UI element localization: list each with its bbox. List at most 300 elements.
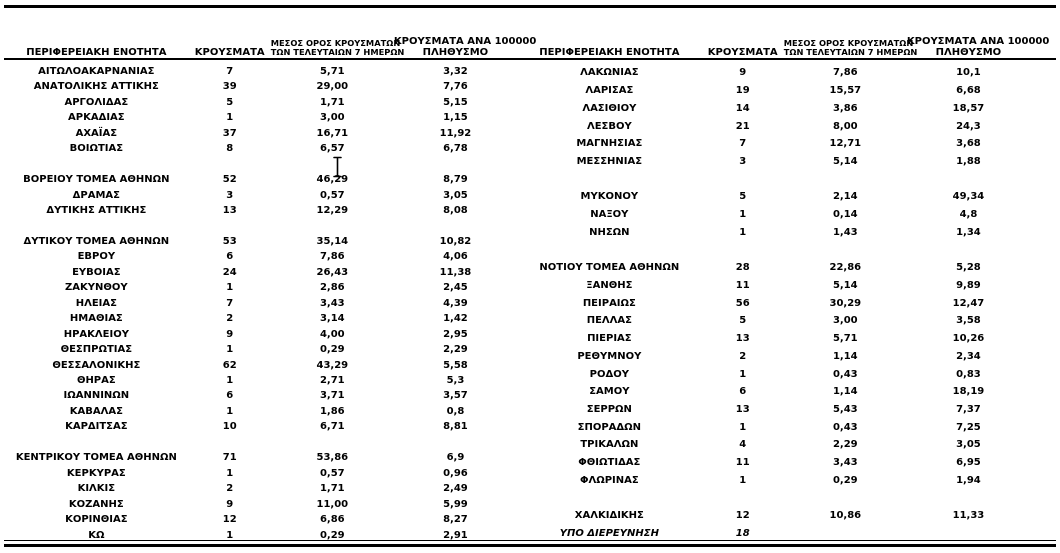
cases-per-100000-cell: 10,82	[439, 235, 472, 247]
table-header-left	[4, 26, 537, 62]
table-row-spacer	[4, 219, 517, 234]
avg-7-days-cell: 0,57	[319, 467, 345, 479]
empty-cell	[394, 157, 517, 172]
regional-units-table-left	[4, 26, 537, 543]
cases-per-100000-cell: 12,47	[952, 297, 985, 309]
table-row	[4, 62, 517, 79]
empty-cell	[517, 171, 702, 189]
empty-cell	[702, 490, 784, 508]
cases-per-100000-cell: 2,34	[956, 350, 981, 362]
column-header-cases-per-100000: ΚΡΟΥΣΜΑΤΑ ΑΝΑ 100000 ΠΛΗΘΥΣΜΟ	[393, 36, 537, 58]
avg-7-days-cell: 1,14	[832, 386, 858, 398]
cases-per-100000-cell: 7,76	[443, 81, 468, 93]
region-name-cell: ΚΟΡΙΝΘΙΑΣ	[65, 514, 128, 526]
avg-7-days-cell: 1,71	[319, 483, 345, 495]
cases-cell: 5	[739, 315, 747, 327]
column-header-cases: ΚΡΟΥΣΜΑΤΑ	[194, 47, 265, 58]
cases-cell: 10	[222, 421, 237, 433]
column-header-avg-7-days: ΜΕΣΟΣ ΟΡΟΣ ΚΡΟΥΣΜΑΤΩΝ ΤΩΝ ΤΕΛΕΥΤΑΙΩΝ 7 ΗΜΕΡΩΝ	[783, 37, 918, 58]
top-rule	[4, 5, 1056, 8]
cases-cell: 13	[735, 333, 750, 345]
region-name-cell: ΠΙΕΡΙΑΣ	[587, 333, 632, 345]
avg-7-days-cell: 0,57	[319, 189, 345, 201]
avg-7-days-cell: 1,86	[319, 405, 345, 417]
table-row-spacer	[4, 157, 517, 172]
cases-per-100000-cell: 7,25	[956, 421, 981, 433]
region-name-cell: ΛΑΚΩΝΙΑΣ	[580, 67, 639, 79]
region-name-cell: ΘΕΣΣΑΛΟΝΙΚΗΣ	[52, 359, 141, 371]
region-name-cell: ΠΕΛΛΑΣ	[586, 315, 632, 327]
cases-cell: 5	[739, 191, 747, 203]
column-header-cases: ΚΡΟΥΣΜΑΤΑ	[707, 47, 778, 58]
header-row	[4, 26, 517, 62]
cases-cell: 39	[222, 81, 237, 93]
bottom-rule-thick	[4, 544, 1056, 547]
cases-cell: 24	[222, 266, 237, 278]
table-row	[4, 373, 517, 388]
table-row	[4, 234, 517, 249]
table-row	[4, 188, 517, 203]
cases-per-100000-cell: 6,9	[446, 452, 465, 464]
cases-cell: 5	[226, 96, 234, 108]
table-body-left	[4, 62, 517, 543]
avg-7-days-cell: 12,29	[316, 205, 349, 217]
cases-per-100000-cell	[907, 525, 1030, 543]
table-row	[4, 497, 517, 512]
cases-cell: 11	[735, 457, 750, 469]
table-row	[517, 419, 1030, 437]
table-row	[517, 277, 1030, 295]
header-row	[517, 26, 1030, 62]
cases-per-100000-cell: 3,05	[956, 439, 981, 451]
table-row	[4, 126, 517, 141]
column-header-cases-per-100000: ΚΡΟΥΣΜΑΤΑ ΑΝΑ 100000 ΠΛΗΘΥΣΜΟ	[906, 36, 1050, 58]
region-name-cell: ΑΝΑΤΟΛΙΚΗΣ ΑΤΤΙΚΗΣ	[33, 81, 159, 93]
region-name-cell: ΑΡΓΟΛΙΔΑΣ	[64, 96, 129, 108]
region-name-cell: ΧΑΛΚΙΔΙΚΗΣ	[574, 510, 644, 522]
table-row	[4, 512, 517, 527]
cases-per-100000-cell: 6,68	[956, 85, 981, 97]
region-name-cell: ΡΕΘΥΜΝΟΥ	[577, 350, 642, 362]
avg-7-days-cell: 4,00	[319, 328, 345, 340]
cases-per-100000-cell: 1,34	[956, 226, 981, 238]
cases-cell: 7	[226, 66, 234, 77]
cases-per-100000-cell: 8,81	[443, 421, 468, 433]
avg-7-days-cell: 7,86	[832, 67, 858, 79]
cases-per-100000-cell: 3,57	[443, 390, 468, 402]
column-header-regional-unit: ΠΕΡΙΦΕΡΕΙΑΚΗ ΕΝΟΤΗΤΑ	[539, 47, 680, 58]
cases-per-100000-cell: 8,27	[443, 514, 468, 526]
avg-7-days-cell: 6,71	[319, 421, 345, 433]
table-row	[517, 117, 1030, 135]
empty-cell	[784, 490, 907, 508]
region-name-cell: ΥΠΟ ΔΙΕΡΕΥΝΗΣΗ	[559, 528, 659, 540]
table-row	[4, 265, 517, 280]
cases-per-100000-cell: 8,08	[443, 205, 468, 217]
cases-cell: 2	[226, 483, 234, 495]
table-row	[517, 365, 1030, 383]
avg-7-days-cell: 0,29	[319, 529, 345, 541]
cases-cell: 62	[222, 359, 237, 371]
cases-per-100000-cell: 3,68	[956, 138, 981, 150]
avg-7-days-cell: 5,14	[832, 156, 858, 168]
avg-7-days-cell: 3,86	[832, 102, 858, 114]
table-row	[4, 450, 517, 465]
cases-cell: 3	[739, 156, 747, 168]
cases-cell: 4	[739, 439, 747, 451]
cases-cell: 9	[739, 67, 747, 79]
table-row	[4, 110, 517, 125]
region-name-cell: ΞΑΝΘΗΣ	[586, 280, 633, 292]
empty-cell	[4, 435, 189, 450]
region-name-cell: ΣΠΟΡΑΔΩΝ	[577, 421, 642, 433]
cases-per-100000-cell: 4,39	[443, 297, 468, 309]
empty-cell	[4, 219, 189, 234]
region-name-cell: ΚΙΛΚΙΣ	[77, 483, 116, 495]
cases-per-100000-cell: 2,49	[443, 483, 468, 495]
avg-7-days-cell: 46,29	[316, 174, 349, 186]
avg-7-days-cell: 7,86	[319, 251, 345, 263]
cases-per-100000-cell: 5,15	[443, 96, 468, 108]
table-row	[517, 153, 1030, 171]
cases-cell: 12	[222, 514, 237, 526]
cases-per-100000-cell: 11,92	[439, 127, 472, 139]
empty-cell	[271, 435, 394, 450]
avg-7-days-cell: 5,14	[832, 280, 858, 292]
table-row	[4, 79, 517, 94]
cases-cell: 6	[226, 390, 234, 402]
avg-7-days-cell: 22,86	[829, 262, 862, 274]
cases-cell: 9	[226, 328, 234, 340]
table-row	[4, 358, 517, 373]
region-name-cell: ΝΟΤΙΟΥ ΤΟΜΕΑ ΑΘΗΝΩΝ	[539, 262, 680, 274]
cases-cell: 1	[226, 112, 234, 124]
cases-cell: 52	[222, 174, 237, 186]
table-row	[4, 466, 517, 481]
cases-cell: 8	[226, 143, 234, 155]
region-name-cell: ΕΒΡΟΥ	[77, 251, 116, 263]
empty-cell	[189, 219, 271, 234]
cases-per-100000-cell: 8,79	[443, 174, 468, 186]
table-row	[4, 311, 517, 326]
cases-per-100000-cell: 5,28	[956, 262, 981, 274]
avg-7-days-cell: 1,71	[319, 96, 345, 108]
cases-cell: 37	[222, 127, 237, 139]
table-row	[4, 528, 517, 543]
avg-7-days-cell	[784, 525, 907, 543]
cases-per-100000-cell: 49,34	[952, 191, 985, 203]
tables-container	[4, 26, 1050, 543]
column-header-avg-7-days: ΜΕΣΟΣ ΟΡΟΣ ΚΡΟΥΣΜΑΤΩΝ ΤΩΝ ΤΕΛΕΥΤΑΙΩΝ 7 ΗΜΕΡΩΝ	[270, 37, 405, 58]
cases-cell: 18	[735, 528, 750, 540]
cases-cell: 1	[739, 226, 747, 238]
cases-per-100000-cell: 11,38	[439, 266, 472, 278]
cases-cell: 1	[226, 282, 234, 294]
cases-per-100000-cell: 2,91	[443, 529, 468, 541]
table-row	[4, 481, 517, 496]
avg-7-days-cell: 1,14	[832, 350, 858, 362]
cases-cell: 1	[739, 474, 747, 486]
empty-cell	[4, 157, 189, 172]
avg-7-days-cell: 43,29	[316, 359, 349, 371]
region-name-cell: ΜΕΣΣΗΝΙΑΣ	[576, 156, 643, 168]
cases-cell: 12	[735, 510, 750, 522]
cases-per-100000-cell: 9,89	[956, 280, 981, 292]
cases-per-100000-cell: 7,37	[956, 404, 981, 416]
avg-7-days-cell: 16,71	[316, 127, 349, 139]
region-name-cell: ΤΡΙΚΑΛΩΝ	[580, 439, 639, 451]
empty-cell	[517, 241, 702, 259]
region-name-cell: ΔΡΑΜΑΣ	[72, 189, 120, 201]
empty-cell	[784, 171, 907, 189]
region-name-cell: ΕΥΒΟΙΑΣ	[72, 266, 121, 278]
cases-per-100000-cell: 1,94	[956, 474, 981, 486]
cases-per-100000-cell: 3,05	[443, 189, 468, 201]
avg-7-days-cell: 3,14	[319, 313, 345, 325]
region-name-cell: ΘΗΡΑΣ	[76, 375, 116, 387]
table-row	[517, 454, 1030, 472]
region-name-cell: ΙΩΑΝΝΙΝΩΝ	[63, 390, 130, 402]
cases-per-100000-cell: 4,8	[959, 209, 978, 221]
table-row	[517, 224, 1030, 242]
avg-7-days-cell: 3,00	[832, 315, 858, 327]
table-row-spacer	[517, 241, 1030, 259]
cases-per-100000-cell: 3,58	[956, 315, 981, 327]
empty-cell	[702, 241, 784, 259]
empty-cell	[189, 157, 271, 172]
region-name-cell: ΛΕΣΒΟΥ	[586, 120, 632, 132]
cases-per-100000-cell: 10,1	[956, 67, 981, 79]
avg-7-days-cell: 3,43	[832, 457, 858, 469]
cases-cell: 21	[735, 120, 750, 132]
region-name-cell: ΠΕΙΡΑΙΩΣ	[582, 297, 636, 309]
cases-cell: 2	[226, 313, 234, 325]
table-row	[4, 141, 517, 156]
region-name-cell: ΣΕΡΡΩΝ	[586, 404, 632, 416]
table-row	[517, 188, 1030, 206]
region-name-cell: ΚΑΒΑΛΑΣ	[69, 405, 123, 417]
cases-cell: 1	[226, 529, 234, 541]
avg-7-days-cell: 29,00	[316, 81, 349, 93]
empty-cell	[394, 435, 517, 450]
avg-7-days-cell: 30,29	[829, 297, 862, 309]
cases-cell: 1	[226, 467, 234, 479]
cases-cell: 1	[739, 421, 747, 433]
region-name-cell: ΦΘΙΩΤΙΔΑΣ	[578, 457, 641, 469]
table-row	[517, 312, 1030, 330]
region-name-cell: ΘΕΣΠΡΩΤΙΑΣ	[60, 344, 133, 356]
text-ibeam-cursor-icon	[332, 156, 343, 178]
table-row	[517, 259, 1030, 277]
avg-7-days-cell: 15,57	[829, 85, 862, 97]
region-name-cell: ΚΕΝΤΡΙΚΟΥ ΤΟΜΕΑ ΑΘΗΝΩΝ	[15, 452, 177, 464]
region-name-cell: ΝΗΣΩΝ	[589, 226, 630, 238]
avg-7-days-cell: 5,43	[832, 404, 858, 416]
avg-7-days-cell: 10,86	[829, 510, 862, 522]
empty-cell	[784, 241, 907, 259]
cases-cell: 56	[735, 297, 750, 309]
avg-7-days-cell: 35,14	[316, 235, 349, 247]
cases-cell: 9	[226, 498, 234, 510]
avg-7-days-cell: 6,57	[319, 143, 345, 155]
avg-7-days-cell: 0,29	[832, 474, 858, 486]
cases-cell: 1	[739, 368, 747, 380]
cases-per-100000-cell: 18,57	[952, 102, 985, 114]
avg-7-days-cell: 3,00	[319, 112, 345, 124]
cases-per-100000-cell: 5,3	[446, 375, 465, 387]
table-row	[517, 436, 1030, 454]
avg-7-days-cell: 2,14	[832, 191, 858, 203]
table-row	[4, 95, 517, 110]
region-name-cell: ΛΑΣΙΘΙΟΥ	[582, 102, 637, 114]
table-row	[517, 472, 1030, 490]
region-name-cell: ΚΟΖΑΝΗΣ	[68, 498, 124, 510]
region-name-cell: ΖΑΚΥΝΘΟΥ	[65, 282, 128, 294]
avg-7-days-cell: 1,43	[832, 226, 858, 238]
regional-units-table-right	[517, 26, 1050, 543]
region-name-cell: ΒΟΙΩΤΙΑΣ	[69, 143, 124, 155]
region-name-cell: ΗΜΑΘΙΑΣ	[69, 313, 123, 325]
table-row	[517, 525, 1030, 543]
table-row	[4, 388, 517, 403]
table-row	[517, 100, 1030, 118]
cases-per-100000-cell: 1,88	[956, 156, 981, 168]
table-row	[4, 249, 517, 264]
table-row	[517, 295, 1030, 313]
cases-per-100000-cell: 3,32	[443, 66, 468, 77]
empty-cell	[189, 435, 271, 450]
cases-cell: 53	[222, 235, 237, 247]
empty-cell	[907, 241, 1030, 259]
table-row	[517, 348, 1030, 366]
cases-cell: 6	[226, 251, 234, 263]
cases-cell: 1	[226, 344, 234, 356]
cases-per-100000-cell: 0,83	[956, 368, 981, 380]
empty-cell	[702, 171, 784, 189]
cases-cell: 19	[735, 85, 750, 97]
region-name-cell: ΜΥΚΟΝΟΥ	[580, 191, 639, 203]
cases-per-100000-cell: 6,78	[443, 143, 468, 155]
avg-7-days-cell: 2,71	[319, 375, 345, 387]
cases-cell: 7	[226, 297, 234, 309]
cases-per-100000-cell: 18,19	[952, 386, 985, 398]
avg-7-days-cell: 6,86	[319, 514, 345, 526]
cases-cell: 1	[739, 209, 747, 221]
table-row	[517, 383, 1030, 401]
avg-7-days-cell: 5,71	[832, 333, 858, 345]
cases-cell: 13	[735, 404, 750, 416]
region-name-cell: ΜΑΓΝΗΣΙΑΣ	[576, 138, 643, 150]
avg-7-days-cell: 2,29	[832, 439, 858, 451]
cases-per-100000-cell: 10,26	[952, 333, 985, 345]
region-name-cell: ΣΑΜΟΥ	[589, 386, 630, 398]
cases-cell: 2	[739, 350, 747, 362]
empty-cell	[271, 219, 394, 234]
cases-cell: 13	[222, 205, 237, 217]
cases-cell: 7	[739, 138, 747, 150]
avg-7-days-cell: 3,71	[319, 390, 345, 402]
avg-7-days-cell: 2,86	[319, 282, 345, 294]
cases-cell: 71	[222, 452, 237, 464]
region-name-cell: ΔΥΤΙΚΟΥ ΤΟΜΕΑ ΑΘΗΝΩΝ	[23, 235, 170, 247]
table-row	[4, 203, 517, 218]
cases-per-100000-cell: 5,99	[443, 498, 468, 510]
column-header-regional-unit: ΠΕΡΙΦΕΡΕΙΑΚΗ ΕΝΟΤΗΤΑ	[26, 47, 167, 58]
cases-cell: 14	[735, 102, 750, 114]
region-name-cell: ΑΡΚΑΔΙΑΣ	[68, 112, 125, 124]
empty-cell	[394, 219, 517, 234]
region-name-cell: ΑΧΑΪΑΣ	[75, 127, 118, 139]
avg-7-days-cell: 0,29	[319, 344, 345, 356]
avg-7-days-cell: 0,43	[832, 421, 858, 433]
avg-7-days-cell: 53,86	[316, 452, 349, 464]
empty-cell	[907, 171, 1030, 189]
table-row	[517, 507, 1030, 525]
table-row	[517, 330, 1030, 348]
cases-per-100000-cell: 2,45	[443, 282, 468, 294]
avg-7-days-cell: 12,71	[829, 138, 862, 150]
avg-7-days-cell: 0,43	[832, 368, 858, 380]
table-row	[4, 172, 517, 187]
region-name-cell: ΚΕΡΚΥΡΑΣ	[66, 467, 126, 479]
table-row	[517, 401, 1030, 419]
region-name-cell: ΦΛΩΡΙΝΑΣ	[579, 474, 639, 486]
region-name-cell: ΡΟΔΟΥ	[589, 368, 629, 380]
table-body-right	[517, 62, 1030, 543]
cases-per-100000-cell: 2,95	[443, 328, 468, 340]
cases-per-100000-cell: 0,8	[446, 405, 465, 417]
region-name-cell: ΚΩ	[88, 529, 105, 541]
table-row	[4, 342, 517, 357]
table-row	[4, 280, 517, 295]
avg-7-days-cell: 26,43	[316, 266, 349, 278]
region-name-cell: ΛΑΡΙΣΑΣ	[585, 85, 634, 97]
cases-per-100000-cell: 0,96	[443, 467, 468, 479]
avg-7-days-cell: 11,00	[316, 498, 349, 510]
region-name-cell: ΒΟΡΕΙΟΥ ΤΟΜΕΑ ΑΘΗΝΩΝ	[23, 174, 170, 186]
table-row	[517, 62, 1030, 82]
region-name-cell: ΔΥΤΙΚΗΣ ΑΤΤΙΚΗΣ	[46, 205, 147, 217]
table-row	[517, 206, 1030, 224]
table-row	[4, 419, 517, 434]
cases-cell: 1	[226, 405, 234, 417]
region-name-cell: ΚΑΡΔΙΤΣΑΣ	[65, 421, 128, 433]
table-row	[4, 327, 517, 342]
cases-cell: 6	[739, 386, 747, 398]
region-name-cell: ΝΑΞΟΥ	[590, 209, 629, 221]
avg-7-days-cell: 3,43	[319, 297, 345, 309]
table-row-spacer	[4, 435, 517, 450]
avg-7-days-cell: 0,14	[832, 209, 858, 221]
cases-per-100000-cell: 5,58	[443, 359, 468, 371]
cases-per-100000-cell: 1,15	[443, 112, 468, 124]
avg-7-days-cell: 5,71	[319, 66, 345, 77]
table-row	[517, 135, 1030, 153]
table-row	[517, 82, 1030, 100]
avg-7-days-cell: 8,00	[832, 120, 858, 132]
table-header-right	[517, 26, 1050, 62]
cases-cell: 11	[735, 280, 750, 292]
cases-per-100000-cell: 2,29	[443, 344, 468, 356]
table-row	[4, 404, 517, 419]
cases-per-100000-cell: 4,06	[443, 251, 468, 263]
cases-cell: 3	[226, 189, 234, 201]
region-name-cell: ΗΛΕΙΑΣ	[75, 297, 117, 309]
cases-per-100000-cell: 11,33	[952, 510, 985, 522]
cases-per-100000-cell: 24,3	[956, 120, 981, 132]
empty-cell	[907, 490, 1030, 508]
table-row-spacer	[517, 171, 1030, 189]
